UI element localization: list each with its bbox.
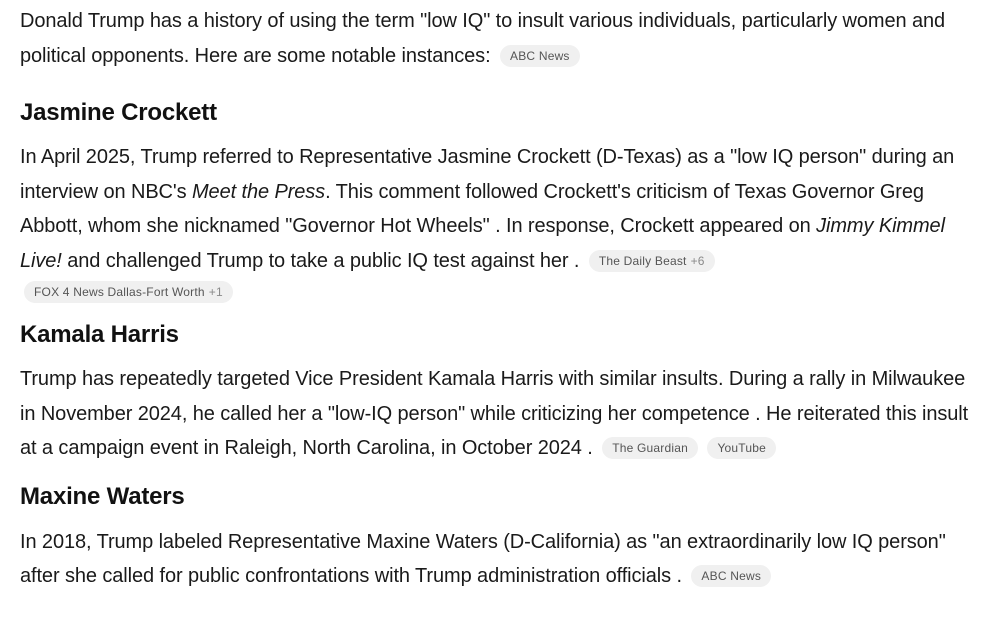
source-chip-abc-news[interactable] <box>500 45 580 67</box>
paragraph-text: Trump has repeatedly targeted Vice President Kamala Harris with similar insults. During a rally in Milwaukee in November 2024, he called her a "low-IQ person" while criticizing her competence . He reiterated this insult at a campaign event in Raleigh, North Carolina, in October 2024 . <box>20 368 969 459</box>
source-chip-label: The Guardian <box>612 441 688 455</box>
paragraph-text: and challenged Trump to take a public IQ test against her . <box>61 249 580 272</box>
paragraph-text: In April 2025, Trump referred to Representative Jasmine Crockett (D-Texas) as a "low IQ person" during an interview on NBC's <box>20 146 955 203</box>
section-paragraph-kamala-harris <box>20 362 980 466</box>
source-chip-label: FOX 4 News Dallas-Fort Worth <box>34 285 205 299</box>
source-chip-more-count: +1 <box>208 285 223 299</box>
section-paragraph-maxine-waters <box>20 525 980 594</box>
section-paragraph-jasmine-crockett <box>20 140 980 278</box>
source-chip-label: The Daily Beast <box>598 253 687 268</box>
intro-paragraph <box>20 4 980 73</box>
section-heading-jasmine-crockett: Jasmine Crockett <box>20 99 217 126</box>
source-chip-label: ABC News <box>701 569 762 583</box>
section-heading-maxine-waters: Maxine Waters <box>20 482 185 510</box>
show-title-jimmy-kimmel-live: Jimmy Kimmel Live! <box>20 215 945 272</box>
source-chip-label: YouTube <box>717 441 767 455</box>
intro-text: Donald Trump has a history of using the term "low IQ" to insult various individuals, particularly women and political opponents. Here are some notable instances: <box>20 10 946 67</box>
source-chip-the-guardian[interactable] <box>602 437 698 459</box>
source-chip-the-daily-beast[interactable] <box>589 250 715 272</box>
source-chip-more-count: +6 <box>690 253 705 268</box>
show-title-meet-the-press: Meet the Press <box>191 180 326 203</box>
source-chip-fox4-news[interactable] <box>24 281 233 303</box>
paragraph-text: In 2018, Trump labeled Representative Maxine Waters (D-California) as "an extraordinarily low IQ person" after she called for public confrontations with Trump administration officials . <box>20 530 946 587</box>
source-chip-youtube[interactable] <box>707 437 776 459</box>
source-chip-label: ABC News <box>510 48 570 63</box>
source-chip-abc-news[interactable] <box>691 565 771 587</box>
source-chip-row <box>24 281 980 305</box>
paragraph-text: . This comment followed Crockett's criticism of Texas Governor Greg Abbott, whom she nicknamed "Governor Hot Wheels" . In response, Crockett appeared on <box>20 180 924 237</box>
section-heading-kamala-harris: Kamala Harris <box>20 321 179 348</box>
